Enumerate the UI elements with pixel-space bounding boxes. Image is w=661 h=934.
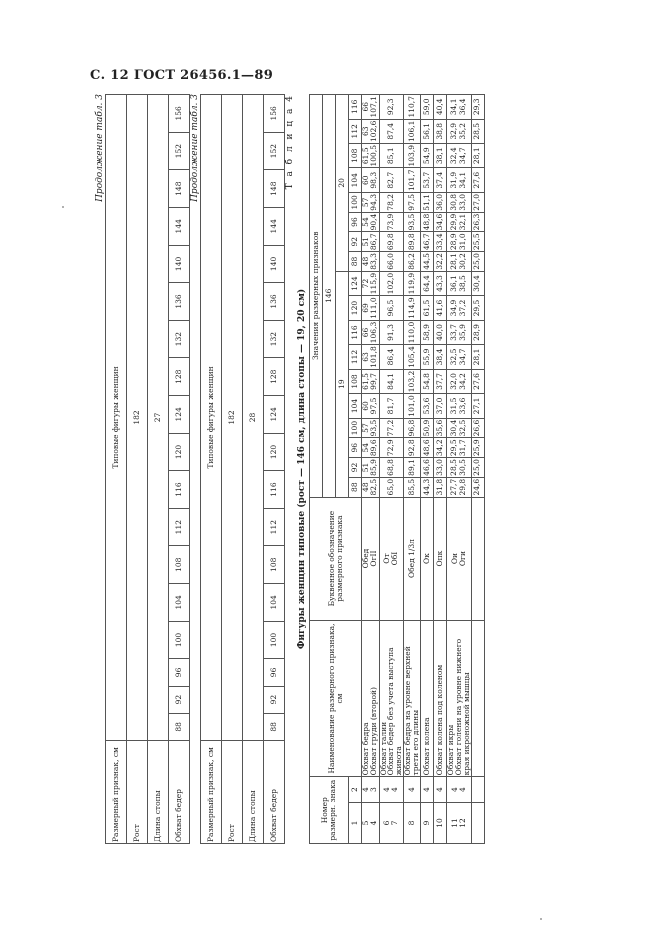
hip-value: 92 <box>264 686 285 713</box>
col-code-header: Буквенное обозначение размерного признака <box>310 497 362 620</box>
hip-value: 128 <box>264 358 285 396</box>
hip-value: 148 <box>264 170 285 208</box>
value-20: 66,0 <box>379 252 404 272</box>
value-19: 32,5 34,7 <box>446 345 471 369</box>
row-number: 11 12 <box>446 802 471 843</box>
hip-value-19: 124 <box>349 271 362 295</box>
value-19: 84,1 <box>379 369 404 393</box>
table-3-part-2 <box>200 94 285 844</box>
hip-value: 96 <box>169 659 190 686</box>
hip-value: 116 <box>169 471 190 509</box>
table-3-part-1 <box>105 94 190 844</box>
hip-value: 156 <box>169 95 190 133</box>
row-name: Обхват талии Обхват бедер без учета выступа живота <box>379 620 404 777</box>
value-19: 105,4 <box>404 345 421 369</box>
value-20: 48 83,3 <box>361 253 379 270</box>
row-method <box>471 777 484 803</box>
col-name-header: Наименование размерного признака, см <box>310 620 362 777</box>
stopa-value: 28 <box>243 95 264 741</box>
col-num-header: Номер размерн. знака <box>310 777 349 844</box>
value-19: 31,5 33,6 <box>446 394 471 418</box>
value-20: 82,7 <box>379 168 404 192</box>
value-19: 65,0 <box>379 477 404 497</box>
table-row <box>420 95 433 844</box>
row-method: 4 <box>420 777 433 803</box>
hip-value: 156 <box>264 95 285 133</box>
rost-value: 146 <box>323 95 336 498</box>
value-19: 38,4 <box>433 345 446 369</box>
values-header: Значения размерных признаков <box>310 95 323 498</box>
value-19: 33,7 35,9 <box>446 320 471 344</box>
value-20: 26,3 <box>471 212 484 232</box>
value-19: 29,5 31,7 <box>446 438 471 458</box>
value-19: 64,4 <box>420 271 433 295</box>
value-20: 59,0 <box>420 95 433 120</box>
value-20: 40,4 <box>433 95 446 120</box>
value-20: 57 94,3 <box>361 193 379 211</box>
hip-value-19: 112 <box>349 345 362 369</box>
value-19: 63 101,8 <box>361 346 379 368</box>
scan-speck <box>540 918 542 920</box>
value-19: 24,6 <box>471 477 484 497</box>
table-header-title: Типовые фигуры женщин <box>106 95 127 741</box>
value-19: 30,4 <box>471 271 484 295</box>
hip-value: 108 <box>169 546 190 584</box>
value-20: 37,4 <box>433 168 446 192</box>
hip-value: 100 <box>264 621 285 659</box>
value-19: 86,4 <box>379 345 404 369</box>
value-19: 61,5 99,7 <box>362 369 380 393</box>
value-19: 27,6 <box>471 369 484 393</box>
table-title: Фигуры женщин типовые (рост — 146 см, длина стопы — 19, 20 см) <box>297 288 307 650</box>
value-20: 54 90,4 <box>361 213 379 231</box>
hip-value: 112 <box>264 508 285 546</box>
row-code: Опк <box>433 497 446 620</box>
hip-value: 100 <box>169 621 190 659</box>
hip-value: 152 <box>169 132 190 170</box>
value-20: 60 98,3 <box>362 168 380 192</box>
value-20: 106,1 <box>404 119 421 143</box>
value-19: 37,7 <box>433 369 446 393</box>
row-code: Ок <box>420 497 433 620</box>
value-19: 25,0 <box>471 458 484 478</box>
value-19: 28,1 <box>471 345 484 369</box>
value-20: 32,4 34,7 <box>446 144 471 168</box>
value-20: 29,3 <box>471 95 484 120</box>
row-name: Обхват колена <box>420 620 433 777</box>
value-20: 93,5 <box>404 212 421 232</box>
value-19: 114,9 <box>404 296 421 320</box>
value-19: 58,9 <box>420 320 433 344</box>
value-20: 31,9 34,1 <box>446 168 471 192</box>
value-20: 51 86,7 <box>361 233 379 251</box>
row-label: Длина стопы <box>148 741 169 844</box>
hip-value: 96 <box>264 659 285 686</box>
value-20: 54,9 <box>420 144 433 168</box>
value-20: 28,1 <box>471 144 484 168</box>
row-name: Обхват колена под коленом <box>433 620 446 777</box>
hip-value: 88 <box>169 713 190 740</box>
hip-value: 140 <box>169 245 190 283</box>
row-code: Ои Оги <box>446 497 471 620</box>
row-name <box>471 620 484 777</box>
value-20: 53,7 <box>420 168 433 192</box>
row-label-header: Размерный признак, см <box>106 741 127 844</box>
value-20: 33,4 <box>433 232 446 252</box>
stopa-20: 20 <box>336 95 349 272</box>
value-19: 48,6 <box>420 438 433 458</box>
value-20: 30,8 33,0 <box>446 192 471 212</box>
hip-value: 152 <box>264 132 285 170</box>
scan-speck <box>62 206 64 208</box>
value-20: 28,9 31,0 <box>446 232 471 252</box>
row-method: 4 4 <box>379 777 404 803</box>
value-19: 25,9 <box>471 438 484 458</box>
table-row <box>446 95 471 844</box>
value-19: 34,9 37,2 <box>446 296 471 320</box>
page-header: С. 12 ГОСТ 26456.1—89 <box>90 68 274 83</box>
value-19: 27,1 <box>471 394 484 418</box>
value-20: 85,1 <box>379 144 404 168</box>
table-row <box>362 95 380 844</box>
row-code: От ОбI <box>379 497 404 620</box>
row-name: Обхват бедра Обхват груди (второй) <box>362 620 380 777</box>
value-19: 29,5 <box>471 296 484 320</box>
hip-value: 144 <box>264 207 285 245</box>
row-label-header: Размерный признак, см <box>201 741 222 844</box>
value-19: 101,0 <box>404 394 421 418</box>
hip-value-19: 92 <box>349 458 362 478</box>
value-19: 96,5 <box>379 296 404 320</box>
row-number <box>471 802 484 843</box>
value-20: 56,1 <box>420 119 433 143</box>
value-20: 66 107,1 <box>361 96 379 118</box>
value-19: 61,5 <box>420 296 433 320</box>
table-row <box>471 95 484 844</box>
value-19: 89,1 <box>404 458 421 478</box>
value-20: 69,8 <box>379 232 404 252</box>
value-20: 27,0 <box>471 192 484 212</box>
row-label: Обхват бедер <box>264 741 285 844</box>
value-20: 25,5 <box>471 232 484 252</box>
rotated-content <box>95 94 620 844</box>
row-name: Обхват бедра на уровне верхней трети его длины <box>404 620 421 777</box>
value-20: 92,3 <box>379 95 404 120</box>
row-method: 4 <box>404 777 421 803</box>
value-19: 54 89,6 <box>361 439 379 457</box>
value-19: 102,0 <box>379 271 404 295</box>
value-19: 50,9 <box>420 418 433 438</box>
value-20: 29,9 32,1 <box>446 212 471 232</box>
table-row <box>404 95 421 844</box>
value-19: 28,5 30,5 <box>446 458 471 478</box>
hip-value: 108 <box>264 546 285 584</box>
table-row <box>379 95 404 844</box>
value-19: 69 111,0 <box>361 297 379 319</box>
value-20: 51,1 <box>420 192 433 212</box>
value-20: 73,9 <box>379 212 404 232</box>
hip-value-20: 100 <box>349 192 362 212</box>
hip-value: 136 <box>264 283 285 321</box>
hip-value: 148 <box>169 170 190 208</box>
hip-value: 92 <box>169 686 190 713</box>
hip-value: 128 <box>169 358 190 396</box>
table-4 <box>309 94 485 844</box>
idx: 1 <box>349 802 362 843</box>
value-19: 51 85,9 <box>361 459 379 476</box>
value-19: 46,6 <box>420 458 433 478</box>
row-label: Длина стопы <box>243 741 264 844</box>
hip-value-20: 116 <box>349 95 362 120</box>
hip-value-19: 108 <box>349 369 362 393</box>
value-19: 27,7 29,8 <box>446 477 471 497</box>
table-number: Т а б л и ц а 4 <box>285 94 295 190</box>
hip-value-20: 92 <box>349 232 362 252</box>
value-19: 43,3 <box>433 271 446 295</box>
hip-value: 144 <box>169 207 190 245</box>
value-19: 66 106,3 <box>361 321 379 344</box>
hip-value-19: 96 <box>349 438 362 458</box>
value-20: 61,5 100,5 <box>361 145 379 167</box>
value-19: 48 82,5 <box>361 478 379 496</box>
value-19: 57 93,5 <box>361 419 379 437</box>
hip-value-19: 100 <box>349 418 362 438</box>
value-20: 46,7 <box>420 232 433 252</box>
value-20: 78,2 <box>379 192 404 212</box>
continuation-caption-2: Продолжение табл. 3 <box>190 94 200 202</box>
row-code: Обед 1/3л <box>404 497 421 620</box>
value-19: 40,0 <box>433 320 446 344</box>
hip-value-19: 116 <box>349 320 362 344</box>
row-number: 8 <box>404 802 421 843</box>
value-20: 27,6 <box>471 168 484 192</box>
value-20: 44,5 <box>420 252 433 272</box>
value-20: 97,5 <box>404 192 421 212</box>
value-19: 96,8 <box>404 418 421 438</box>
value-19: 81,7 <box>379 394 404 418</box>
hip-value: 132 <box>264 320 285 358</box>
row-method: 4 3 <box>362 777 380 803</box>
value-20: 32,9 35,2 <box>446 119 471 143</box>
row-method: 4 <box>433 777 446 803</box>
value-19: 34,2 <box>433 438 446 458</box>
value-20: 28,5 <box>471 119 484 143</box>
row-method: 4 4 <box>446 777 471 803</box>
value-19: 55,9 <box>420 345 433 369</box>
row-code <box>471 497 484 620</box>
hip-value: 112 <box>169 508 190 546</box>
hip-value: 116 <box>264 471 285 509</box>
stopa-19: 19 <box>336 271 349 497</box>
hip-value: 120 <box>169 433 190 471</box>
value-19: 32,0 34,2 <box>446 369 471 393</box>
value-19: 31,8 <box>433 477 446 497</box>
value-20: 28,1 30,2 <box>446 252 471 272</box>
value-20: 34,1 36,4 <box>446 95 471 120</box>
value-19: 85,5 <box>404 477 421 497</box>
table-header-title: Типовые фигуры женщин <box>201 95 222 741</box>
row-code: Обед ОгII <box>362 497 380 620</box>
value-19: 119,9 <box>404 271 421 295</box>
value-19: 36,1 38,5 <box>446 271 471 295</box>
value-20: 110,7 <box>404 95 421 120</box>
value-19: 72 115,9 <box>361 272 379 295</box>
value-19: 91,3 <box>379 320 404 344</box>
row-label: Обхват бедер <box>169 741 190 844</box>
hip-value: 104 <box>169 584 190 622</box>
value-20: 38,8 <box>433 119 446 143</box>
table-row <box>433 95 446 844</box>
value-20: 86,2 <box>404 252 421 272</box>
value-19: 26,6 <box>471 418 484 438</box>
hip-value: 120 <box>264 433 285 471</box>
value-20: 87,4 <box>379 119 404 143</box>
value-19: 37,0 <box>433 394 446 418</box>
value-19: 77,2 <box>379 418 404 438</box>
value-19: 35,6 <box>433 418 446 438</box>
value-19: 33,0 <box>433 458 446 478</box>
row-label: Рост <box>127 741 148 844</box>
hip-value: 136 <box>169 283 190 321</box>
hip-value-20: 112 <box>349 119 362 143</box>
row-number: 10 <box>433 802 446 843</box>
hip-value: 88 <box>264 713 285 740</box>
value-19: 103,2 <box>404 369 421 393</box>
row-label: Рост <box>222 741 243 844</box>
hip-value-19: 120 <box>349 296 362 320</box>
value-20: 48,8 <box>420 212 433 232</box>
value-20: 89,8 <box>404 232 421 252</box>
hip-value-19: 88 <box>349 477 362 497</box>
value-20: 32,2 <box>433 252 446 272</box>
value-19: 30,4 32,5 <box>446 418 471 438</box>
hip-value-19: 104 <box>349 394 362 418</box>
value-20: 34,6 <box>433 212 446 232</box>
value-20: 63 102,6 <box>361 120 379 143</box>
value-19: 72,9 <box>379 438 404 458</box>
idx: 2 <box>349 777 362 803</box>
value-19: 28,9 <box>471 320 484 344</box>
rost-value: 182 <box>127 95 148 741</box>
value-20: 101,7 <box>404 168 421 192</box>
value-19: 110,0 <box>404 320 421 344</box>
value-19: 44,3 <box>420 477 433 497</box>
hip-value-20: 96 <box>349 212 362 232</box>
value-19: 68,8 <box>379 458 404 478</box>
row-number: 5 4 <box>362 802 380 843</box>
row-number: 9 <box>420 802 433 843</box>
continuation-caption-1: Продолжение табл. 3 <box>95 94 105 202</box>
value-20: 25,0 <box>471 252 484 272</box>
value-20: 36,0 <box>433 192 446 212</box>
row-number: 6 7 <box>379 802 404 843</box>
value-19: 92,8 <box>404 438 421 458</box>
value-19: 41,6 <box>433 296 446 320</box>
hip-value: 104 <box>264 584 285 622</box>
hip-value: 132 <box>169 320 190 358</box>
hip-value: 124 <box>264 396 285 434</box>
hip-value: 124 <box>169 396 190 434</box>
stopa-value: 27 <box>148 95 169 741</box>
value-20: 38,1 <box>433 144 446 168</box>
value-20: 103,9 <box>404 144 421 168</box>
hip-value: 140 <box>264 245 285 283</box>
rost-value: 182 <box>222 95 243 741</box>
value-19: 53,6 <box>420 394 433 418</box>
value-19: 60 97,5 <box>362 394 380 418</box>
row-name: Обхват икры Обхват голени на уровне нижнего края икроножной мышцы <box>446 620 471 777</box>
hip-value-20: 88 <box>349 252 362 272</box>
value-19: 54,8 <box>420 369 433 393</box>
hip-value-20: 108 <box>349 144 362 168</box>
hip-value-20: 104 <box>349 168 362 192</box>
